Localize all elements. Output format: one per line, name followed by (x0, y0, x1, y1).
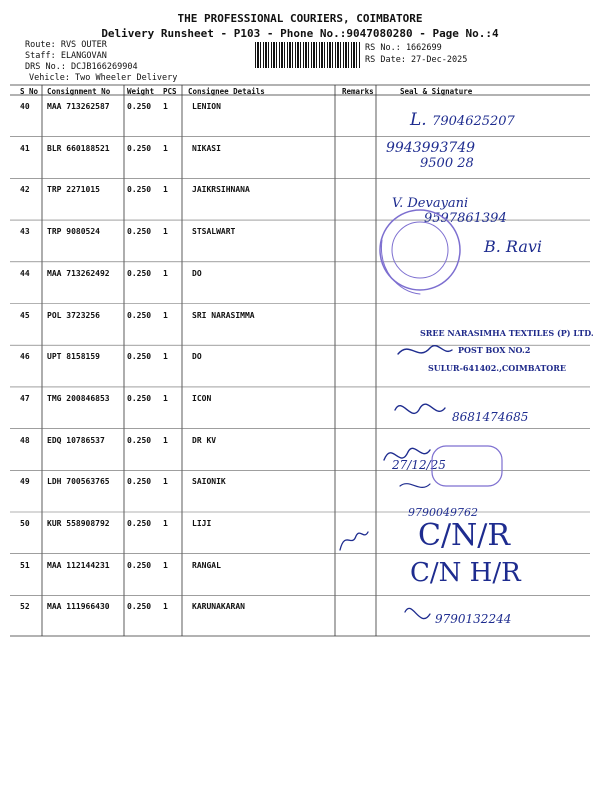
row-50-consignee: LIJI (192, 519, 212, 528)
row-49-consignment: LDH 700563765 (47, 477, 110, 487)
row-48-consignee: DR KV (192, 435, 217, 445)
stamp-line-1: SREE NARASIMHA TEXTILES (P) LTD. (420, 328, 594, 338)
stamp-line-2: POST BOX NO.2 (458, 345, 531, 355)
route-label: Route: RVS OUTER (25, 40, 107, 50)
row-48-sno: 48 (20, 435, 30, 445)
row-41-consignment: BLR 660188521 (47, 143, 110, 153)
row-49-consignee: SAIONIK (192, 477, 226, 487)
row-40-pcs: 1 (163, 102, 168, 111)
row-45-consignment: POL 3723256 (47, 310, 100, 320)
signature-row-50-phone: 9790049762 (408, 506, 478, 519)
row-51-sno: 51 (20, 560, 30, 570)
signature-row-41-extra: 9500 28 (420, 156, 474, 171)
signature-row-43: B. Ravi (484, 237, 543, 256)
row-40-consignee: LENION (192, 102, 221, 111)
row-43-pcs: 1 (163, 227, 168, 237)
row-44-sno: 44 (20, 268, 30, 278)
remark-row-50-scribble (340, 532, 368, 550)
runsheet-subtitle: Delivery Runsheet - P103 - Phone No.:9047080280 - Page No.:4 (101, 27, 499, 40)
round-seal-ring-mark (381, 240, 420, 294)
row-51-consignment: MAA 112144231 (47, 560, 110, 570)
col-header-sno: S No (20, 87, 39, 96)
row-42-pcs: 1 (163, 185, 168, 195)
row-43-consignment: TRP 9080524 (47, 227, 100, 237)
signature-row-40-phone: 7904625207 (432, 114, 515, 129)
row-46-pcs: 1 (163, 352, 168, 362)
row-50-consignment: KUR 558908792 (47, 519, 110, 528)
signature-row-51-mark: C/N H/R (410, 558, 521, 588)
row-41-consignee: NIKASI (192, 143, 221, 153)
signature-row-48-date: 27/12/25 (392, 458, 446, 472)
row-42-consignee: JAIKRSIHNANA (192, 185, 250, 195)
row-51-pcs: 1 (163, 560, 168, 570)
row-46-sno: 46 (20, 352, 30, 362)
rs-number: RS No.: 1662699 (365, 43, 442, 53)
col-header-seal: Seal & Signature (400, 87, 473, 96)
row-52-weight: 0.250 (127, 602, 152, 612)
row-51-consignee: RANGAL (192, 560, 221, 570)
col-header-consignment: Consignment No (47, 87, 111, 96)
signature-row-42-name: V. Devayani (392, 196, 469, 211)
round-company-seal-inner (392, 222, 448, 278)
row-50-sno: 50 (20, 519, 30, 528)
row-49-weight: 0.250 (127, 477, 152, 487)
company-title: THE PROFESSIONAL COURIERS, COIMBATORE (177, 12, 423, 25)
row-49-sno: 49 (20, 477, 30, 487)
row-45-sno: 45 (20, 310, 30, 320)
row-44-weight: 0.250 (127, 268, 152, 278)
row-49-pcs: 1 (163, 477, 168, 487)
row-40-weight: 0.250 (127, 102, 152, 111)
row-47-sno: 47 (20, 393, 30, 403)
row-51-weight: 0.250 (127, 560, 152, 570)
row-45-weight: 0.250 (127, 310, 152, 320)
signature-row-50-mark: C/N/R (418, 518, 511, 553)
drs-number: DRS No.: DCJB166269904 (25, 62, 138, 72)
signature-row-47-phone: 8681474685 (452, 410, 529, 424)
row-52-consignment: MAA 111966430 (47, 602, 110, 612)
row-46-weight: 0.250 (127, 352, 152, 362)
col-header-consignee: Consignee Details (188, 87, 265, 96)
row-52-pcs: 1 (163, 602, 168, 612)
barcode-image (255, 42, 361, 68)
row-44-consignee: DO (192, 268, 202, 278)
row-45-consignee: SRI NARASIMMA (192, 310, 255, 320)
row-46-consignment: UPT 8158159 (47, 352, 100, 362)
vehicle-label: Vehicle: Two Wheeler Delivery (29, 73, 178, 83)
row-43-sno: 43 (20, 227, 30, 237)
row-42-consignment: TRP 2271015 (47, 185, 100, 195)
signature-row-47-scribble (395, 404, 445, 413)
stamp-line-3: SULUR-641402.,COIMBATORE (428, 363, 566, 373)
row-50-weight: 0.250 (127, 519, 152, 528)
signature-row-46-scribble (398, 346, 452, 354)
signature-row-52-scribble (405, 608, 430, 618)
row-47-pcs: 1 (163, 393, 168, 403)
signature-row-41-phone: 9943993749 (386, 140, 476, 156)
row-40-consignment: MAA 713262587 (47, 102, 110, 111)
row-41-weight: 0.250 (127, 143, 152, 153)
signature-row-42-phone: 9597861394 (424, 211, 507, 226)
row-46-consignee: DO (192, 352, 202, 362)
row-43-consignee: STSALWART (192, 227, 236, 237)
row-42-weight: 0.250 (127, 185, 152, 195)
signature-row-52-phone: 9790132244 (435, 612, 512, 626)
col-header-weight: Weight (127, 87, 155, 96)
signature-row-40: L. 7904625207 (410, 110, 515, 130)
row-48-weight: 0.250 (127, 435, 152, 445)
row-44-pcs: 1 (163, 268, 168, 278)
row-47-consignment: TMG 200846853 (47, 393, 110, 403)
row-40-sno: 40 (20, 102, 30, 111)
row-44-consignment: MAA 713262492 (47, 268, 110, 278)
staff-label: Staff: ELANGOVAN (25, 51, 107, 61)
row-48-consignment: EDQ 10786537 (47, 435, 105, 445)
signature-row-49-scribble (400, 484, 430, 488)
row-45-pcs: 1 (163, 310, 168, 320)
row-42-sno: 42 (20, 185, 30, 195)
row-52-consignee: KARUNAKARAN (192, 602, 245, 612)
row-43-weight: 0.250 (127, 227, 152, 237)
row-47-weight: 0.250 (127, 393, 152, 403)
row-50-pcs: 1 (163, 519, 168, 528)
row-41-sno: 41 (20, 143, 30, 153)
row-41-pcs: 1 (163, 143, 168, 153)
col-header-pcs: PCS (163, 87, 177, 96)
rs-date: RS Date: 27-Dec-2025 (365, 55, 468, 65)
row-48-pcs: 1 (163, 435, 168, 445)
col-header-remarks: Remarks (342, 87, 374, 96)
row-47-consignee: ICON (192, 393, 212, 403)
row-52-sno: 52 (20, 602, 30, 612)
